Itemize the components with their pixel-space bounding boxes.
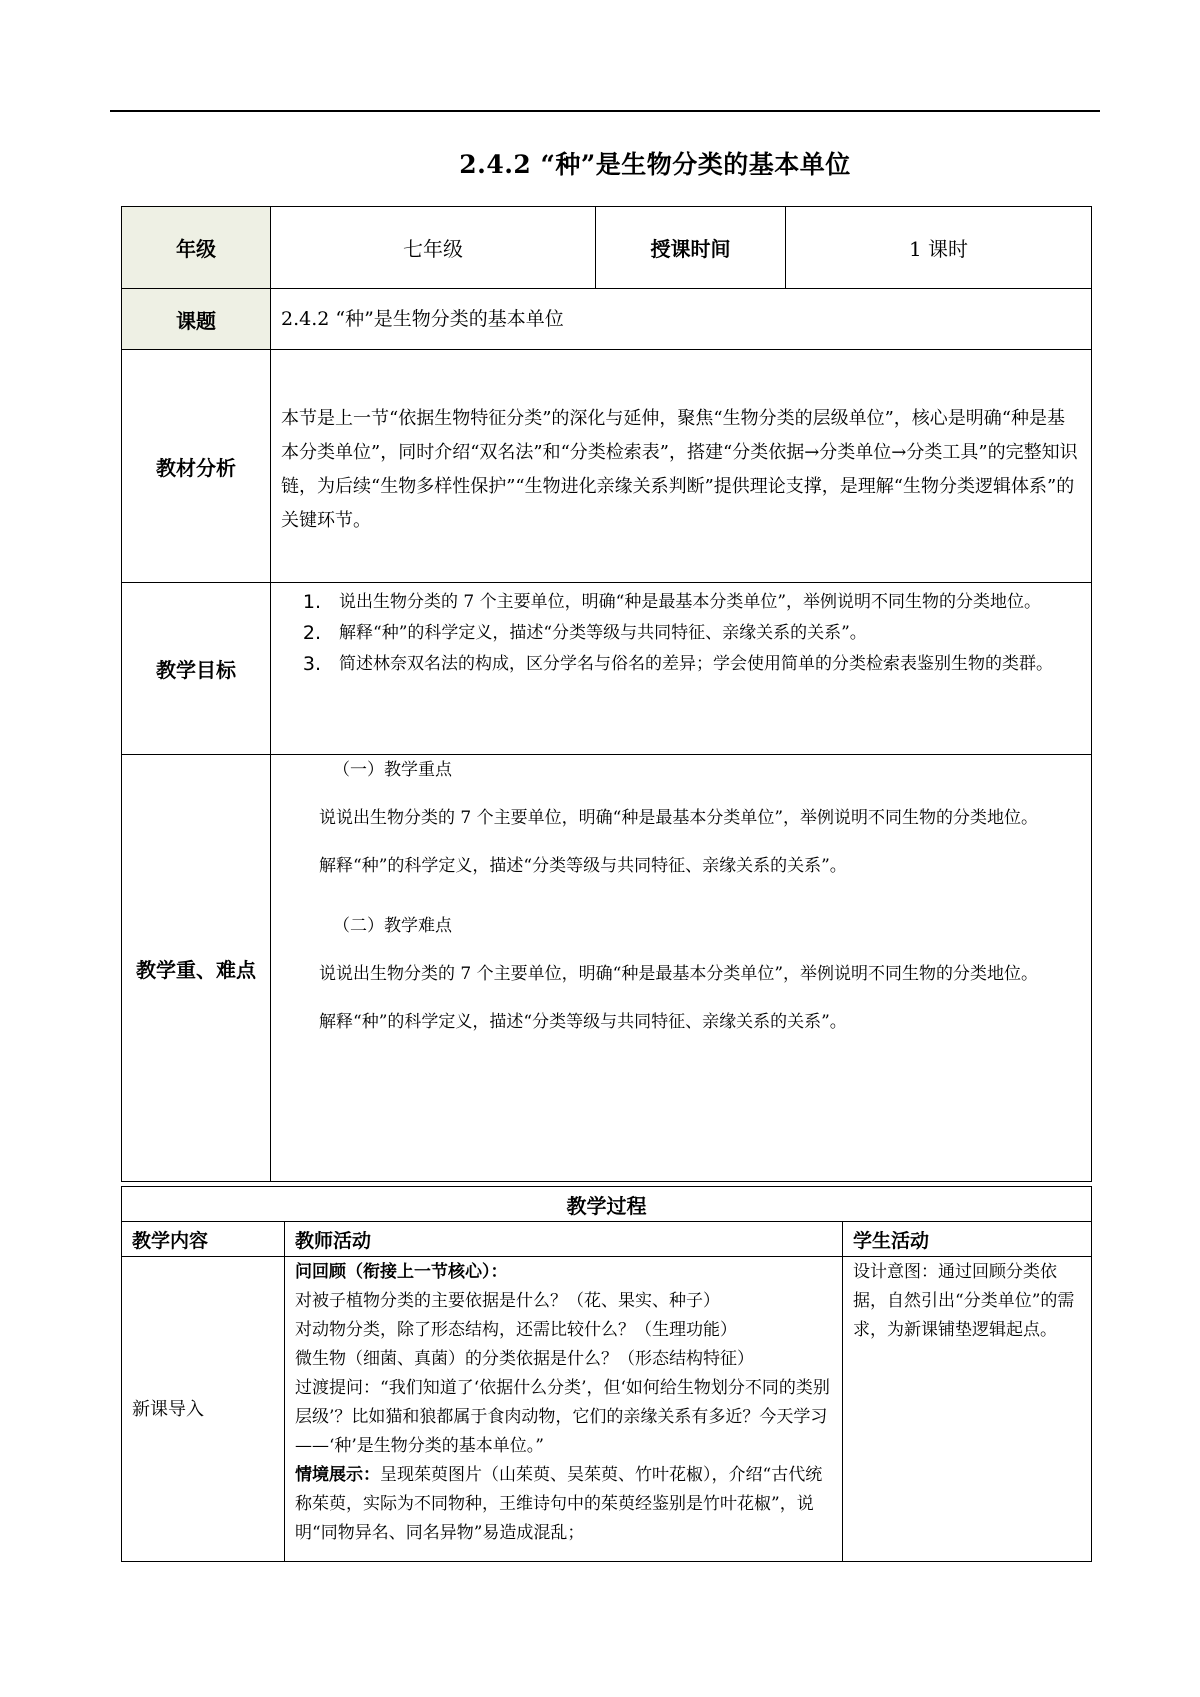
- scene-display: [295, 1461, 834, 1548]
- goals-row: [122, 583, 1092, 755]
- review-line: 微生物（细菌、真菌）的分类依据是什么？（形态结构特征）: [295, 1349, 754, 1369]
- focus-label: 教学重、难点: [122, 755, 271, 1182]
- goal-number: 1.: [302, 591, 321, 613]
- analysis-label: 教材分析: [122, 350, 271, 583]
- key-point-2: 解释“种”的科学定义，描述“分类等级与共同特征、亲缘关系的关系”。: [319, 856, 847, 876]
- topic-label: 课题: [122, 289, 271, 350]
- review-line: 对被子植物分类的主要依据是什么？（花、果实、种子）: [295, 1291, 720, 1311]
- col-header-teacher: 教师活动: [285, 1222, 843, 1257]
- goal-item: [271, 651, 1079, 678]
- time-label: 授课时间: [596, 207, 786, 289]
- goals-list: [271, 589, 1079, 678]
- scene-text: 呈现茱萸图片（山茱萸、吴茱萸、竹叶花椒），介绍“古代统称茱萸，实际为不同物种，王维诗句中的茱萸经鉴别是竹叶花椒”，说明“同物异名、同名异物”易造成混乱；: [295, 1465, 823, 1543]
- analysis-text: 本节是上一节“依据生物特征分类”的深化与延伸，聚焦“生物分类的层级单位”，核心是明确“种是基本分类单位”，同时介绍“双名法”和“分类检索表”，搭建“分类依据→分类单位→分类工具”的完整知识链，为后续“生物多样性保护”“生物进化亲缘关系判断”提供理论支撑，是理解“生物分类逻辑体系”的关键环节。: [271, 350, 1092, 583]
- process-header-row: [122, 1222, 1092, 1257]
- difficult-point-2: 解释“种”的科学定义，描述“分类等级与共同特征、亲缘关系的关系”。: [319, 1012, 847, 1032]
- goal-text: 简述林奈双名法的构成，区分学名与俗名的差异；学会使用简单的分类检索表鉴别生物的类群。: [339, 654, 1053, 674]
- grade-row: [122, 207, 1092, 289]
- document-title: 2.4.2 “种”是生物分类的基本单位: [459, 150, 851, 179]
- transition-question: 过渡提问：“我们知道了‘依据什么分类’，但‘如何给生物划分不同的类别层级’？比如猫和狼都属于食肉动物，它们的亲缘关系有多近？今天学习 ——‘种’是生物分类的基本单位。”: [295, 1378, 830, 1456]
- intro-student-activity: 设计意图：通过回顾分类依据，自然引出“分类单位”的需求，为新课铺垫逻辑起点。: [843, 1257, 1092, 1562]
- goal-text: 说出生物分类的 7 个主要单位，明确“种是最基本分类单位”，举例说明不同生物的分类地位。: [339, 592, 1042, 612]
- grade-value: 七年级: [271, 207, 596, 289]
- difficult-points-heading: （二）教学难点: [333, 916, 452, 936]
- review-line: 对动物分类，除了形态结构，还需比较什么？（生理功能）: [295, 1320, 737, 1340]
- focus-cell: [271, 755, 1092, 1182]
- review-heading: 问回顾（衔接上一节核心）：: [295, 1262, 508, 1282]
- time-value: 1 课时: [786, 207, 1092, 289]
- grade-label: 年级: [122, 207, 271, 289]
- scene-label: 情境展示：: [295, 1465, 380, 1485]
- key-points-heading: （一）教学重点: [333, 760, 452, 780]
- teaching-process-table: [121, 1186, 1092, 1562]
- key-point-1: 说说出生物分类的 7 个主要单位，明确“种是最基本分类单位”，举例说明不同生物的分类地位。: [319, 808, 1039, 828]
- process-title: 教学过程: [122, 1187, 1092, 1222]
- difficult-point-1: 说说出生物分类的 7 个主要单位，明确“种是最基本分类单位”，举例说明不同生物的分类地位。: [319, 964, 1039, 984]
- goals-label: 教学目标: [122, 583, 271, 755]
- topic-value: 2.4.2 “种”是生物分类的基本单位: [271, 289, 1092, 350]
- process-row-intro: [122, 1257, 1092, 1562]
- intro-teacher-activity: [285, 1257, 843, 1562]
- goal-number: 3.: [302, 653, 321, 675]
- process-title-row: [122, 1187, 1092, 1222]
- goal-item: [271, 589, 1079, 616]
- intro-content-label: 新课导入: [122, 1257, 285, 1562]
- goal-number: 2.: [302, 622, 321, 644]
- goals-cell: [271, 583, 1092, 755]
- header-rule: [110, 110, 1100, 112]
- col-header-student: 学生活动: [843, 1222, 1092, 1257]
- topic-row: [122, 289, 1092, 350]
- goal-item: [271, 620, 1079, 647]
- lesson-info-table: [121, 206, 1092, 1182]
- analysis-row: [122, 350, 1092, 583]
- focus-row: [122, 755, 1092, 1182]
- goal-text: 解释“种”的科学定义，描述“分类等级与共同特征、亲缘关系的关系”。: [339, 623, 867, 643]
- col-header-content: 教学内容: [122, 1222, 285, 1257]
